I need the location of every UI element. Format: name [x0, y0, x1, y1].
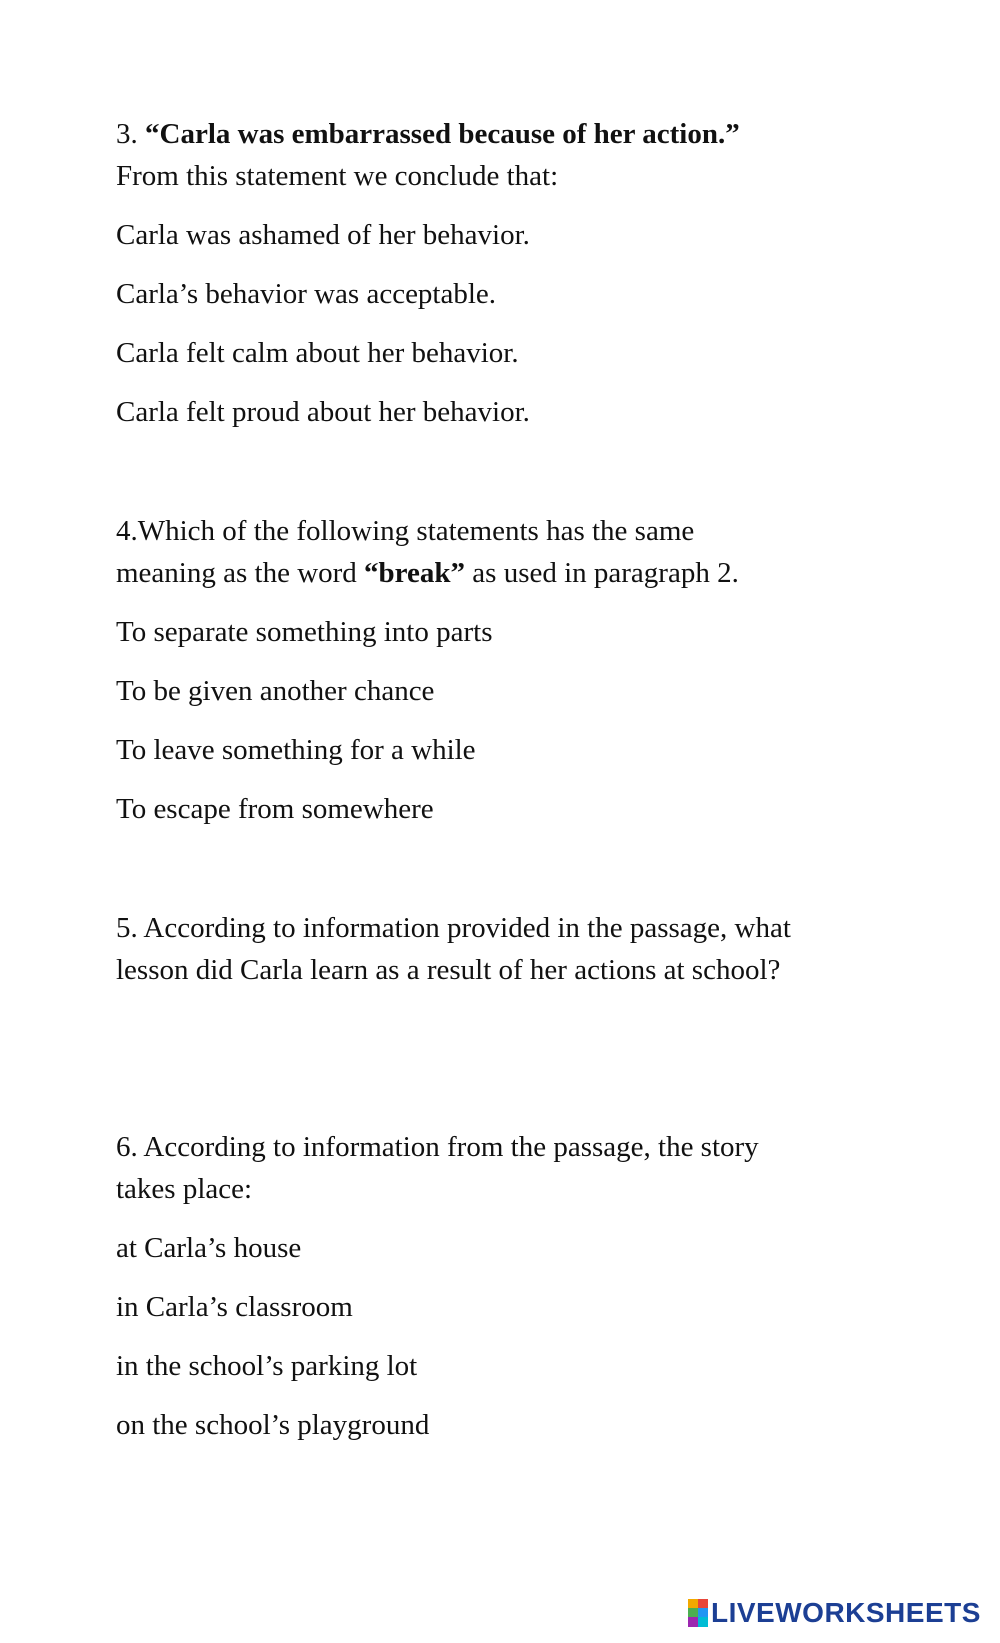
question-3-prompt — [116, 116, 740, 152]
question-3-instruction: From this statement we conclude that: — [116, 160, 559, 192]
question-3-option-4[interactable]: Carla felt proud about her behavior. — [116, 396, 530, 428]
question-6-option-4[interactable]: on the school’s playground — [116, 1409, 430, 1441]
question-3-quote: “Carla was embarrassed because of her action.” — [145, 118, 740, 150]
question-6-option-3[interactable]: in the school’s parking lot — [116, 1350, 418, 1382]
logo-block-2 — [698, 1599, 708, 1608]
question-4-option-2[interactable]: To be given another chance — [116, 675, 435, 707]
question-5-prompt-line-2: lesson did Carla learn as a result of her actions at school? — [116, 954, 781, 986]
question-4-option-1[interactable]: To separate something into parts — [116, 616, 493, 648]
logo-block-1 — [688, 1599, 698, 1608]
logo-block-4 — [698, 1608, 708, 1617]
question-6-prompt-line-2: takes place: — [116, 1173, 253, 1205]
question-4-prompt-line-2 — [116, 555, 739, 591]
question-4-keyword: “break” — [364, 557, 466, 589]
logo-block-3 — [688, 1608, 698, 1617]
question-4-text-before: meaning as the word — [116, 557, 365, 589]
question-4-prompt: 4.Which of the following statements has the same — [116, 515, 695, 547]
liveworksheets-logo-icon — [688, 1599, 708, 1627]
question-6-option-2[interactable]: in Carla’s classroom — [116, 1291, 353, 1323]
logo-block-5 — [688, 1617, 698, 1627]
liveworksheets-watermark — [688, 1595, 981, 1631]
logo-block-6 — [698, 1617, 708, 1627]
question-3-option-1[interactable]: Carla was ashamed of her behavior. — [116, 219, 530, 251]
question-6-prompt: 6. According to information from the passage, the story — [116, 1131, 759, 1163]
question-4-text-after: as used in paragraph 2. — [465, 557, 739, 589]
question-3-option-2[interactable]: Carla’s behavior was acceptable. — [116, 278, 497, 310]
question-5-prompt: 5. According to information provided in the passage, what — [116, 912, 791, 944]
liveworksheets-wordmark: LIVEWORKSHEETS — [711, 1597, 981, 1628]
question-4-option-3[interactable]: To leave something for a while — [116, 734, 476, 766]
question-3-option-3[interactable]: Carla felt calm about her behavior. — [116, 337, 519, 369]
question-6-option-1[interactable]: at Carla’s house — [116, 1232, 302, 1264]
question-3-number: 3. — [116, 118, 138, 150]
question-4-option-4[interactable]: To escape from somewhere — [116, 793, 434, 825]
